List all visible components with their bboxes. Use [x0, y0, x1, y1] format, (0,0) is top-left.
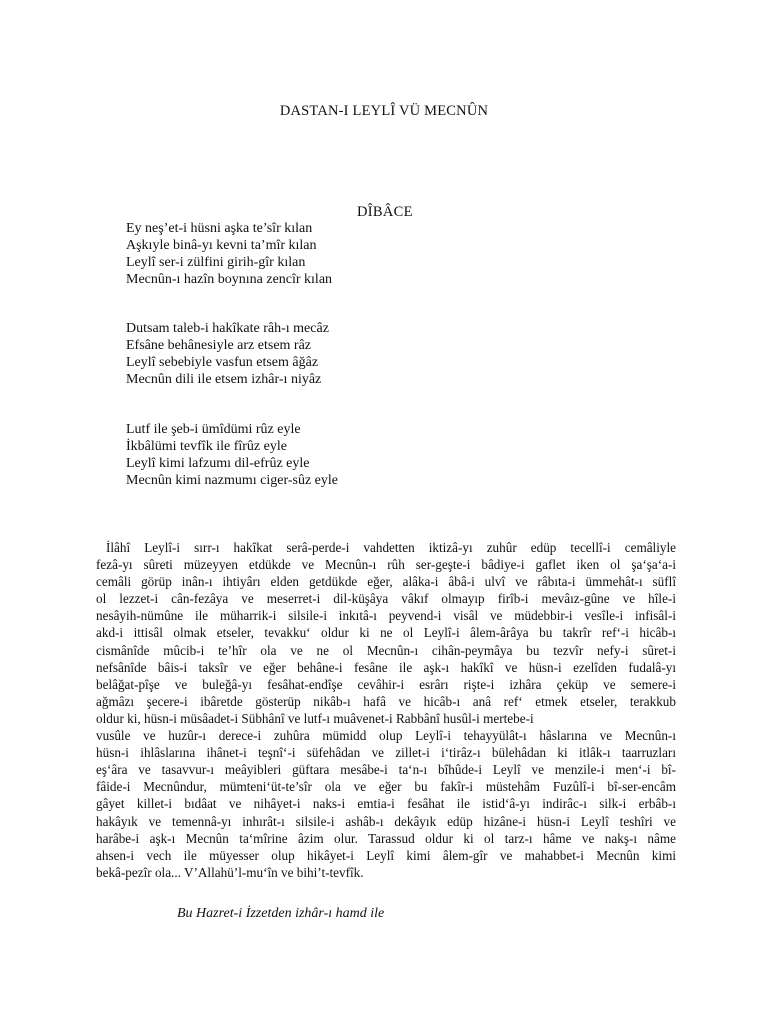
prose-line: İlâhî Leylî-i sırr-ı hakîkat serâ-perde-i vahdetten iktizâ-yı zuhûr edüp tecellî-i cemâliyle — [106, 540, 676, 555]
prose-line: ahsen-i vech ile müyesser olup hikâyet-i Leylî kimi âlem-gîr ve mahabbet-i Mecnûn kimi — [96, 847, 676, 863]
prose-line: nesâyih-nümûne ile müharrik-i silsile-i inkıtâ-ı peyvend-i visâl ve müdebbir-i vesîle-i infisâl-i — [96, 608, 676, 624]
verse-line: Lutf ile şeb-i ümîdümi rûz eyle — [126, 422, 301, 437]
verse-line: Dutsam taleb-i hakîkate râh-ı mecâz — [126, 321, 329, 336]
prose-line: oldur ki, hüsn-i müsâadet-i Sübhânî ve lutf-ı muâvenet-i Rabbânî husûl-i mertebe-i — [96, 710, 534, 726]
prose-line: vusûle ve huzûr-ı derece-i zuhûra mümidd olup Leylî-i tehayyülât-ı hâslarına ve Mecnûn-ı — [96, 728, 676, 744]
prose-line: bekâ-pezîr ola... V’Allahü’l-mu‘în ve bihi’t-tevfîk. — [96, 864, 364, 880]
closing-line: Bu Hazret-i İzzetden izhâr-ı hamd ile — [177, 906, 385, 921]
verse-line: İkbâlümi tevfîk ile fîrûz eyle — [126, 439, 287, 454]
prose-line: nefsânîde bâis-i taksîr ve eğer behâne-i fesâne ile aşk-ı hakîkî ve hüsn-i ezelîden fudalâ-yı — [96, 659, 676, 675]
prose-line: harâbe-i aşk-ı Mecnûn ta‘mîrine âzim olur. Tarassud oldur ki ol tarz-ı hâme ve nakş-ı nâme — [96, 830, 676, 846]
prose-line: akd-i ittisâl olmak etseler, tevakku‘ oldur ki ne ol Leylî-i âlem-ârâya bu takrîr ref‘-i hicâb-ı — [96, 625, 676, 641]
document-title: DASTAN-I LEYLÎ VÜ MECNÛN — [279, 103, 489, 119]
section-heading: DÎBÂCE — [357, 204, 413, 220]
prose-line: cemâli görüp inân-ı ihtiyârı elden getdükde eğer, alâka-i âbâ-i ulvî ve râbıta-i ümmehât-ı süflî — [96, 574, 676, 590]
verse-line: Leylî sebebiyle vasfun etsem âğâz — [126, 355, 319, 370]
prose-line: hüsn-i ihlâslarına ihânet-i teşnî‘-i süfehâdan ve zillet-i i‘tirâz-ı bülehâdan ki itlâk-ı taarruzları — [96, 745, 676, 761]
prose-line: belâğat-pîşe ve buleğâ-yı fesâhat-endîşe cevâhir-i esrârı rişte-i izhâra çeküp ve semere-i — [96, 676, 676, 692]
verse-line: Ey neş’et-i hüsni aşka te’sîr kılan — [126, 221, 313, 236]
prose-line: cismânîde mûcib-i te’hîr ola ve ne ol Mecnûn-ı cihân-peymâya bu tezvîr nefy-i sûret-i — [96, 642, 676, 658]
prose-line: fezâ-yı sûreti müzeyyen etdükde ve Mecnûn-ı rûh ser-geşte-i bâdiye-i gaflet iken ol şa‘şa‘a-i — [96, 557, 676, 573]
verse-line: Leylî kimi lafzumı dil-efrûz eyle — [126, 456, 310, 471]
stanza-3 — [126, 421, 338, 489]
stanza-1 — [126, 220, 332, 288]
verse-line: Mecnûn dili ile etsem izhâr-ı niyâz — [126, 372, 322, 387]
prose-line: ağmâzı şecere-i ibâretde gösterüp nikâb-ı hafâ ve hicâb-ı anâ ref‘ etmek etseler, terakkub — [96, 693, 676, 709]
prose-line: fâide-i Mecnûndur, mümteni‘üt-te’sîr ola ve eğer bu fakîr-i müstehâm Fuzûlî-i bî-ser-encâm — [96, 779, 676, 795]
prose-paragraph — [96, 539, 676, 881]
prose-line: gâyet killet-i bıdâat ve nihâyet-i naks-i emtia-i fesâhat ile istid‘â-yı indirâc-ı silk-i erbâb-ı — [96, 796, 676, 812]
prose-line: eş‘âra ve tasavvur-ı meâyibleri güftara mesâbe-i ta‘n-ı bîhûde-i Leylî ve menzile-i men‘-i bî- — [96, 762, 676, 778]
verse-line: Efsâne behânesiyle arz etsem râz — [126, 338, 312, 353]
verse-line: Leylî ser-i zülfini girih-gîr kılan — [126, 255, 306, 270]
verse-line: Mecnûn kimi nazmumı ciger-sûz eyle — [126, 473, 338, 488]
verse-line: Mecnûn-ı hazîn boynına zencîr kılan — [126, 272, 333, 287]
stanza-2 — [126, 320, 329, 388]
prose-line: hakâyık ve temennâ-yı inhırât-ı silsile-i ashâb-ı dekâyık edüp hizâne-i hüsn-i Leylî teshîri ve — [96, 813, 676, 829]
verse-line: Aşkıyle binâ-yı kevni ta’mîr kılan — [126, 238, 317, 253]
prose-line: ol lezzet-i cân-fezâya ve meserret-i dil-küşâya vâkıf olmayıp firîb-i mevâız-gûne ve hîle-i — [96, 591, 676, 607]
